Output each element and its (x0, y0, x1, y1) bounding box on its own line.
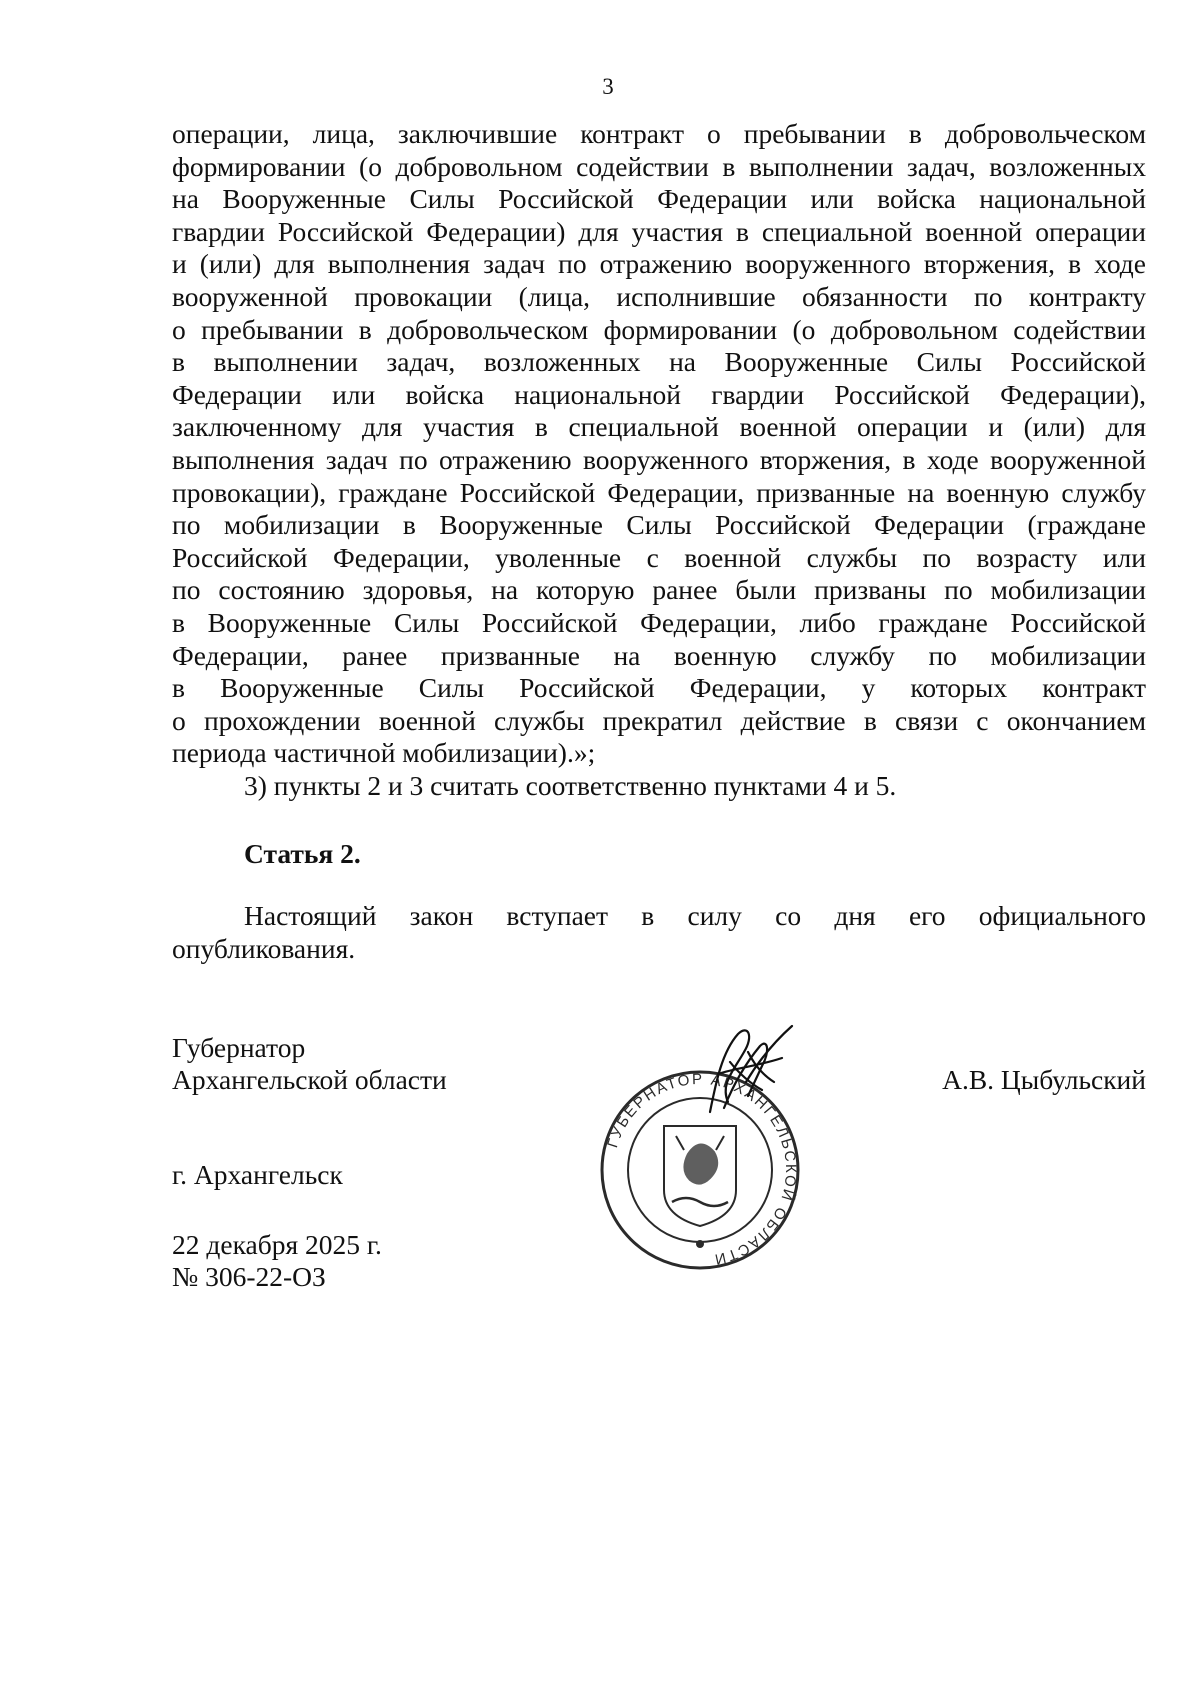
body-line: по мобилизации в Вооруженные Силы Российской Федерации (граждане (172, 509, 1146, 541)
body-line: формировании (о добровольном содействии в выполнении задач, возложенных (172, 150, 1146, 182)
signatory-title: Губернатор (172, 1032, 306, 1063)
body-line: по состоянию здоровья, на которую ранее были призваны по мобилизации (172, 574, 1146, 606)
seal-text-ring: ГУБЕРНАТОР АРХАНГЕЛЬСКОЙ ОБЛАСТИ (604, 1070, 800, 1269)
body-line: на Вооруженные Силы Российской Федерации или войска национальной (172, 183, 1146, 215)
body-line: вооруженной провокации (лица, исполнившие обязанности по контракту (172, 280, 1146, 312)
body-line: в Вооруженные Силы Российской Федерации, у которых контракт (172, 672, 1146, 704)
body-line: провокации), граждане Российской Федерации, призванные на военную службу (172, 476, 1146, 508)
body-line: операции, лица, заключившие контракт о пребывании в добровольческом (172, 118, 1146, 149)
body-line: о пребывании в добровольческом формировании (о добровольном содействии (172, 313, 1146, 345)
article-heading: Статья 2. (244, 838, 361, 869)
body-line: заключенному для участия в специальной военной операции и (или) для (172, 411, 1146, 443)
body-line: Федерации или войска национальной гвардии Российской Федерации), (172, 378, 1146, 410)
body-line: Российской Федерации, уволенные с военной службы по возрасту или (172, 541, 1146, 573)
body-line: выполнения задач по отражению вооруженного вторжения, в ходе вооруженной (172, 443, 1146, 475)
body-line: гвардии Российской Федерации) для участия в специальной военной операции (172, 215, 1146, 247)
coat-of-arms-icon (664, 1126, 736, 1247)
body-line: и (или) для выполнения задач по отражению вооруженного вторжения, в ходе (172, 248, 1146, 280)
signer-name: А.В. Цыбульский (942, 1064, 1146, 1095)
body-line: Федерации, ранее призванные на военную службу по мобилизации (172, 639, 1146, 671)
body-line: в Вооруженные Силы Российской Федерации, либо граждане Российской (172, 606, 1146, 638)
body-line: о прохождении военной службы прекратил действие в связи с окончанием (172, 704, 1146, 736)
signatory-region: Архангельской области (172, 1064, 447, 1095)
item-3-line: 3) пункты 2 и 3 считать соответственно пунктами 4 и 5. (244, 769, 897, 801)
final-paragraph (172, 900, 1146, 965)
official-seal-stamp (598, 1012, 802, 1272)
law-date: 22 декабря 2025 г. (172, 1229, 382, 1260)
body-line: в выполнении задач, возложенных на Вооруженные Силы Российской (172, 346, 1146, 378)
law-number: № 306-22-ОЗ (172, 1261, 326, 1292)
law-text-body (172, 118, 1146, 802)
body-line: периода частичной мобилизации).»; (172, 737, 596, 769)
page-number: 3 (602, 74, 614, 99)
final-paragraph-line: опубликования. (172, 932, 356, 964)
final-paragraph-line: Настоящий закон вступает в силу со дня его официального (244, 900, 1146, 931)
city: г. Архангельск (172, 1159, 343, 1190)
